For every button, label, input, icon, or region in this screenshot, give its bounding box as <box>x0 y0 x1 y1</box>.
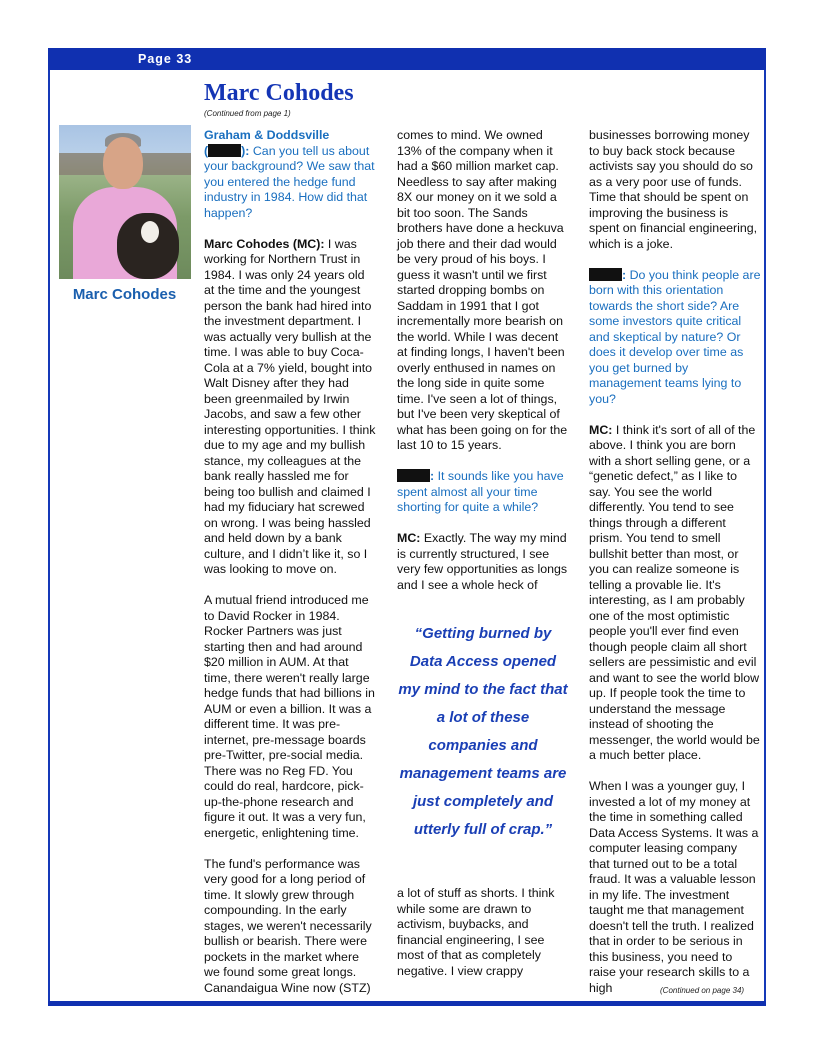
answer-3 <box>589 423 761 764</box>
redacted-name <box>589 268 622 281</box>
pull-quote: “Getting burned by Data Access opened my mind to the fact that a lot of these companies and management teams are just completely and utterly full of crap.” <box>398 625 568 838</box>
answer-text: I was working for Northern Trust in 1984. I was only 24 years old at the time and the youngest person the bank had hired into the investment department. I was actually very bullish at the time. I was able to buy Coca-Cola at a 7% yield, bought into Walt Disney after they had been greenmailed by Irwin Jacobs, and saw a few other interesting opportunities. I think due to my age and my bullish stance, my colleagues at the bank really hassled me for being too bullish and claimed I had my fiduciary hat screwed on wrong. I was being hassled and held down by a bank culture, and I didn’t like it, so I was looking to move on. <box>204 236 376 576</box>
question-text: Can you tell us about your background? We saw that you entered the hedge fund industry in 1984. How did that happen? <box>204 143 375 220</box>
continued-on-note: (Continued on page 34) <box>660 986 745 995</box>
redacted-name <box>397 469 430 482</box>
continued-from-note: (Continued from page 1) <box>204 109 291 118</box>
answer-text: I think it's sort of all of the above. I think you are born with a short selling gene, or a “genetic defect,” as I like to say. You see the world differently. You tend to see things through a different prism. You tend to smell bullshit better than most, or you can realize someone is telling a provable lie. It's interesting, as I am probably one of the most optimistic people you'll ever find even though people claim all short sellers are pessimistic and evil and want to see the world blow up. If people took the time to understand the message instead of shooting the messenger, the world would be a much better place. <box>589 422 760 762</box>
answer-1 <box>204 237 376 578</box>
page-number: Page 33 <box>138 52 193 66</box>
question-1: Graham & Doddsville ( ): Can you tell us about your background? We saw that you entered the hedge fund industry in 1984. How did that happen? <box>204 128 375 220</box>
speaker-label: MC: <box>397 531 421 545</box>
answer-2 <box>397 531 569 593</box>
photo-caption: Marc Cohodes <box>72 286 177 303</box>
answer-text: Exactly. The way my mind is currently structured, I see very few opportunities as longs and I see a whole heck of <box>397 531 568 592</box>
question-text: It sounds like you have spent almost all your time shorting for quite a while? <box>397 469 564 514</box>
footer-bar <box>48 1001 766 1006</box>
paragraph: businesses borrowing money to buy back stock because activists say you should do so as a very poor use of funds. Time that should be spent on improving the business is spent on financial engineering, which is a joke. <box>589 128 758 251</box>
paragraph: comes to mind. We owned 13% of the company when it had a $60 million market cap. Needless to say after making 8X our money on it we sold a bit too soon. The Sands brothers have done a heckuva job there and their dad would be very proud of his boys. I guess it wasn't until we first started dropping bombs on Saddam in 1991 that I got incrementally more bearish on the world. While I was decent at finding longs, I haven't been overly enthused in names on the long side in quite some time. I've seen a lot of things, but I've been very skeptical of what has been going on for the last 10 to 15 years. <box>397 128 568 452</box>
speaker-label: Marc Cohodes (MC): <box>204 236 325 251</box>
paragraph: When I was a younger guy, I invested a lot of my money at the time in something called Data Access Systems. It was a computer leasing company that turned out to be a total fraud. It was a valuable lesson in my life. The investment taught me that management doesn't tell the truth. I realized that in order to be serious in this business, you need to raise your research skills to a high <box>589 779 759 995</box>
paragraph: A mutual friend introduced me to David Rocker in 1984. Rocker Partners was just starting then and had around $20 million in AUM. At that time, there weren't really large hedge funds that had billions in AUM or even a billion. It was a different time. It was pre-internet, pre-message boards pre-Twitter, pre-social media. There was no Reg FD. You could do real, hardcore, pick-up-the-phone research and figure it out. It was a very fun, energetic, enlightening time. <box>204 593 375 840</box>
portrait-photo <box>59 125 191 279</box>
interviewer-label: Graham & Doddsville <box>204 128 330 142</box>
column-2 <box>397 128 569 609</box>
article-title: Marc Cohodes <box>204 80 354 106</box>
question-2: : It sounds like you have spent almost all your time shorting for quite a while? <box>397 469 564 514</box>
speaker-label: MC: <box>589 422 613 437</box>
question-3: : Do you think people are born with this orientation towards the short side? Are some investors quite critical and skeptical by nature? Or does it develop over time as you get burned by management teams lying to you? <box>589 267 761 406</box>
paragraph: The fund's performance was very good for a long period of time. It slowly grew through compounding. In the early stages, we weren't necessarily bullish or bearish. There were pockets in the market where we found some great longs. Canandaigua Wine now (STZ) <box>204 856 372 995</box>
column-3 <box>589 128 761 1012</box>
paragraph: a lot of stuff as shorts. I think while some are drawn to activism, buybacks, and financial engineering, I see most of that as completely negative. I view crappy <box>397 886 555 978</box>
column-1 <box>204 128 376 1012</box>
redacted-name <box>208 144 241 157</box>
question-text: Do you think people are born with this orientation towards the short side? Are some investors quite critical and skeptical by nature? Or does it develop over time as you get burned by management teams lying to you? <box>589 267 761 406</box>
